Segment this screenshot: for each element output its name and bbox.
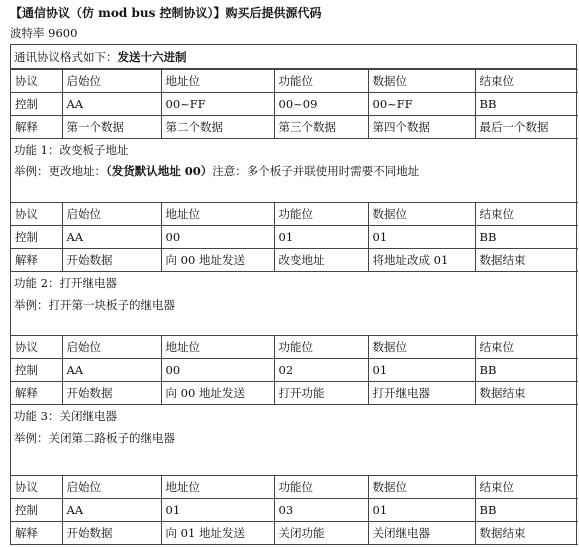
table-header-row — [11, 476, 578, 499]
function-1-example — [11, 161, 576, 181]
table-cell: 开始数据 — [62, 522, 161, 545]
table-cell: BB — [475, 499, 578, 522]
col-header: 功能位 — [274, 336, 368, 359]
table-cell: 向 00 地址发送 — [161, 249, 274, 272]
format-intro-bold: 发送十六进制 — [117, 50, 187, 64]
table-cell: 第二个数据 — [161, 116, 274, 139]
col-header: 地址位 — [161, 70, 274, 93]
table-cell: 00 — [161, 359, 274, 382]
table-cell: 打开功能 — [274, 382, 368, 405]
table-row — [11, 226, 578, 249]
example-prefix: 举例：更改地址： — [14, 164, 106, 178]
table-cell: BB — [475, 359, 578, 382]
table-cell: 关闭功能 — [274, 522, 368, 545]
col-header: 结束位 — [475, 476, 578, 499]
col-header: 结束位 — [475, 70, 578, 93]
table-header-row — [11, 336, 578, 359]
col-header: 功能位 — [274, 203, 368, 226]
table-row — [11, 522, 578, 545]
table-cell: 01 — [368, 359, 475, 382]
table-row — [11, 499, 578, 522]
col-header: 数据位 — [368, 336, 475, 359]
function-3-example: 举例：关闭第二路板子的继电器 — [14, 431, 175, 445]
table-cell: 01 — [368, 226, 475, 249]
table-cell: 控制 — [11, 359, 62, 382]
col-header: 启始位 — [62, 336, 161, 359]
table-cell: AA — [62, 93, 161, 116]
table-cell: 向 00 地址发送 — [161, 382, 274, 405]
col-header: 地址位 — [161, 476, 274, 499]
table-row — [11, 116, 578, 139]
table-cell: 03 — [274, 499, 368, 522]
col-header: 启始位 — [62, 476, 161, 499]
col-header: 数据位 — [368, 70, 475, 93]
table-cell: 第一个数据 — [62, 116, 161, 139]
table-cell: 00~09 — [274, 93, 368, 116]
col-header: 协议 — [11, 476, 62, 499]
format-intro — [11, 45, 576, 69]
table-cell: 解释 — [11, 116, 62, 139]
table-cell: 解释 — [11, 522, 62, 545]
col-header: 地址位 — [161, 336, 274, 359]
table-row — [11, 249, 578, 272]
table-cell: 00~FF — [161, 93, 274, 116]
col-header: 地址位 — [161, 203, 274, 226]
table-cell: AA — [62, 499, 161, 522]
function-1-title: 功能 1：改变板子地址 — [14, 143, 129, 157]
col-header: 数据位 — [368, 476, 475, 499]
table-cell: 00 — [161, 226, 274, 249]
col-header: 协议 — [11, 203, 62, 226]
col-header: 结束位 — [475, 203, 578, 226]
table-cell: 开始数据 — [62, 249, 161, 272]
table-cell: 解释 — [11, 382, 62, 405]
table-cell: 控制 — [11, 93, 62, 116]
col-header: 数据位 — [368, 203, 475, 226]
col-header: 启始位 — [62, 70, 161, 93]
table-cell: 01 — [274, 226, 368, 249]
table-cell: 第四个数据 — [368, 116, 475, 139]
table-row — [11, 359, 578, 382]
table-cell: 数据结束 — [475, 522, 578, 545]
table-cell: 02 — [274, 359, 368, 382]
table-cell: 控制 — [11, 226, 62, 249]
table-cell: BB — [475, 93, 578, 116]
col-header: 协议 — [11, 336, 62, 359]
table-cell: AA — [62, 226, 161, 249]
function-2-example: 举例：打开第一块板子的继电器 — [14, 298, 175, 312]
table-cell: BB — [475, 226, 578, 249]
table-row — [11, 93, 578, 116]
table-cell: 01 — [161, 499, 274, 522]
col-header: 功能位 — [274, 476, 368, 499]
table-header-row — [11, 70, 578, 93]
table-cell: 第三个数据 — [274, 116, 368, 139]
table-row — [11, 382, 578, 405]
table-cell: 最后一个数据 — [475, 116, 578, 139]
document-title: 【通信协议（仿 mod bus 控制协议）】购买后提供源代码 — [10, 6, 322, 20]
example-suffix: 注意：多个板子并联使用时需要不同地址 — [212, 164, 420, 178]
table-cell: 关闭继电器 — [368, 522, 475, 545]
table-cell: 数据结束 — [475, 382, 578, 405]
baud-rate: 波特率 9600 — [10, 26, 78, 40]
col-header: 协议 — [11, 70, 62, 93]
col-header: 启始位 — [62, 203, 161, 226]
function-1-table — [11, 202, 578, 272]
function-3-table — [11, 475, 578, 545]
table-cell: AA — [62, 359, 161, 382]
protocol-frame — [10, 44, 577, 545]
table-cell: 改变地址 — [274, 249, 368, 272]
table-cell: 将地址改成 01 — [368, 249, 475, 272]
table-header-row — [11, 203, 578, 226]
table-cell: 向 01 地址发送 — [161, 522, 274, 545]
example-bold: （发货默认地址 00） — [106, 164, 213, 178]
table-cell: 控制 — [11, 499, 62, 522]
table-cell: 数据结束 — [475, 249, 578, 272]
table-cell: 开始数据 — [62, 382, 161, 405]
table-cell: 解释 — [11, 249, 62, 272]
col-header: 结束位 — [475, 336, 578, 359]
main-protocol-table — [11, 69, 578, 139]
function-2-table — [11, 335, 578, 405]
table-cell: 01 — [368, 499, 475, 522]
function-2-title: 功能 2：打开继电器 — [14, 276, 117, 290]
format-intro-text: 通讯协议格式如下： — [14, 50, 118, 64]
table-cell: 打开继电器 — [368, 382, 475, 405]
table-cell: 00~FF — [368, 93, 475, 116]
col-header: 功能位 — [274, 70, 368, 93]
function-3-title: 功能 3：关闭继电器 — [14, 409, 117, 423]
